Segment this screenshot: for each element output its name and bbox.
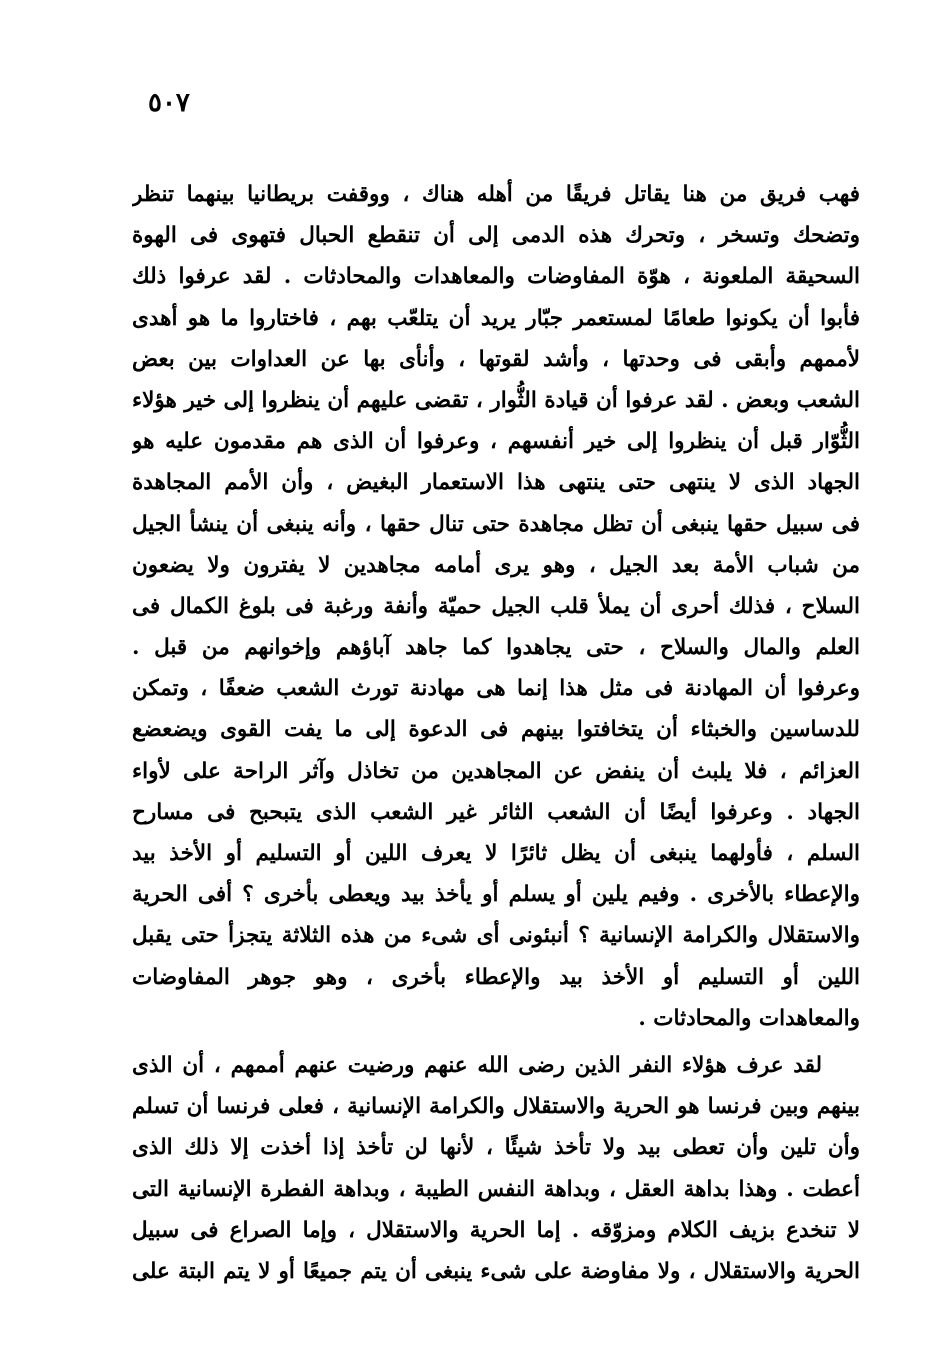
text-line: والمعاهدات والمحادثات . (638, 1005, 860, 1031)
text-line: بينهم وبين فرنسا هو الحرية والاستقلال والكرامة الإنسانية ، فعلى فرنسا أن تسلم (132, 1094, 860, 1120)
text-line: السلم ، فأولهما ينبغى أن يظل ثائرًا لا يعرف اللين أو التسليم أو الأخذ بيد (132, 841, 860, 866)
text-line: الجهاد الذى لا ينتهى حتى ينتهى هذا الاستعمار البغيض ، وأن الأمم المجاهدة (132, 470, 860, 496)
text-line: وعرفوا أن المهادنة فى مثل هذا إنما هى مهادنة تورث الشعب ضعفًا ، وتمكن (132, 676, 860, 702)
text-line: وأن تلين وأن تعطى بيد ولا تأخذ شيئًا ، لأنها لن تأخذ إذا أخذت إلا ذلك الذى (132, 1135, 860, 1161)
body-text (132, 174, 860, 1292)
page-number: ٥٠٧ (148, 88, 190, 118)
text-line: الجهاد . وعرفوا أيضًا أن الشعب الثائر غير الشعب الذى يتبحبح فى مسارح (132, 799, 860, 825)
text-line: والإعطاء بالأخرى . وفيم يلين أو يسلم أو يأخذ بيد ويعطى بأخرى ؟ أفى الحرية (132, 882, 860, 908)
text-line: الحرية والاستقلال ، ولا مفاوضة على شىء ينبغى أن يتم جميعًا أو لا يتم البتة على (132, 1258, 860, 1284)
text-line: الشعب وبعض . لقد عرفوا أن قيادة الثُّوار ، تقضى عليهم أن ينظروا إلى خير هؤلاء (132, 387, 860, 413)
text-line: فى سبيل حقها ينبغى أن تظل مجاهدة حتى تنال حقها ، وأنه ينبغى أن ينشأ الجيل (132, 511, 860, 537)
text-line: فهب فريق من هنا يقاتل فريقًا من أهله هناك ، ووقفت بريطانيا بينهما تنظر (132, 182, 860, 207)
text-line: لقد عرف هؤلاء النفر الذين رضى الله عنهم ورضيت عنهم أممهم ، أن الذى (132, 1052, 822, 1078)
text-line: العلم والمال والسلاح ، حتى يجاهدوا كما جاهد آباؤهم وإخوانهم من قبل . (132, 635, 860, 661)
text-line: فأبوا أن يكونوا طعامًا لمستعمر جبّار يريد أن يتلعّب بهم ، فاختاروا ما هو أهدى (132, 305, 860, 331)
text-line: لا تنخدع بزيف الكلام ومزوّقه . إما الحرية والاستقلال ، وإما الصراع فى سبيل (132, 1217, 860, 1243)
text-line: وتضحك وتسخر ، وتحرك هذه الدمى إلى أن تنقطع الحبال فتهوى فى الهوة (132, 223, 860, 249)
text-line: والاستقلال والكرامة الإنسانية ؟ أنبئونى أى شىء من هذه الثلاثة يتجزأ حتى يقبل (132, 923, 860, 949)
paragraph-1 (132, 174, 860, 1039)
text-line: السحيقة الملعونة ، هوّة المفاوضات والمعاهدات والمحادثات . لقد عرفوا ذلك (132, 264, 860, 290)
text-line: لأممهم وأبقى فى وحدتها ، وأشد لقوتها ، وأنأى بها عن العداوات بين بعض (132, 346, 860, 372)
text-line: العزائم ، فلا يلبث أن ينفض عن المجاهدين من تخاذل وآثر الراحة على لأواء (132, 758, 860, 784)
text-line: من شباب الأمة بعد الجيل ، وهو يرى أمامه مجاهدين لا يفترون ولا يضعون (132, 552, 860, 578)
paragraph-2 (132, 1045, 860, 1292)
text-line: الثُّوّار قبل أن ينظروا إلى خير أنفسهم ، وعرفوا أن الذى هم مقدمون عليه هو (132, 429, 860, 455)
text-line: اللين أو التسليم أو الأخذ بيد والإعطاء بأخرى ، وهو جوهر المفاوضات (132, 964, 860, 990)
text-line: أعطت . وهذا بداهة العقل ، وبداهة النفس الطيبة ، وبداهة الفطرة الإنسانية التى (132, 1176, 860, 1202)
text-line: للدساسين والخبثاء أن يتخافتوا بينهم فى الدعوة إلى ما يفت القوى ويضعضع (132, 717, 860, 743)
text-line: السلاح ، فذلك أحرى أن يملأ قلب الجيل حميّة وأنفة ورغبة فى بلوغ الكمال فى (132, 593, 860, 619)
